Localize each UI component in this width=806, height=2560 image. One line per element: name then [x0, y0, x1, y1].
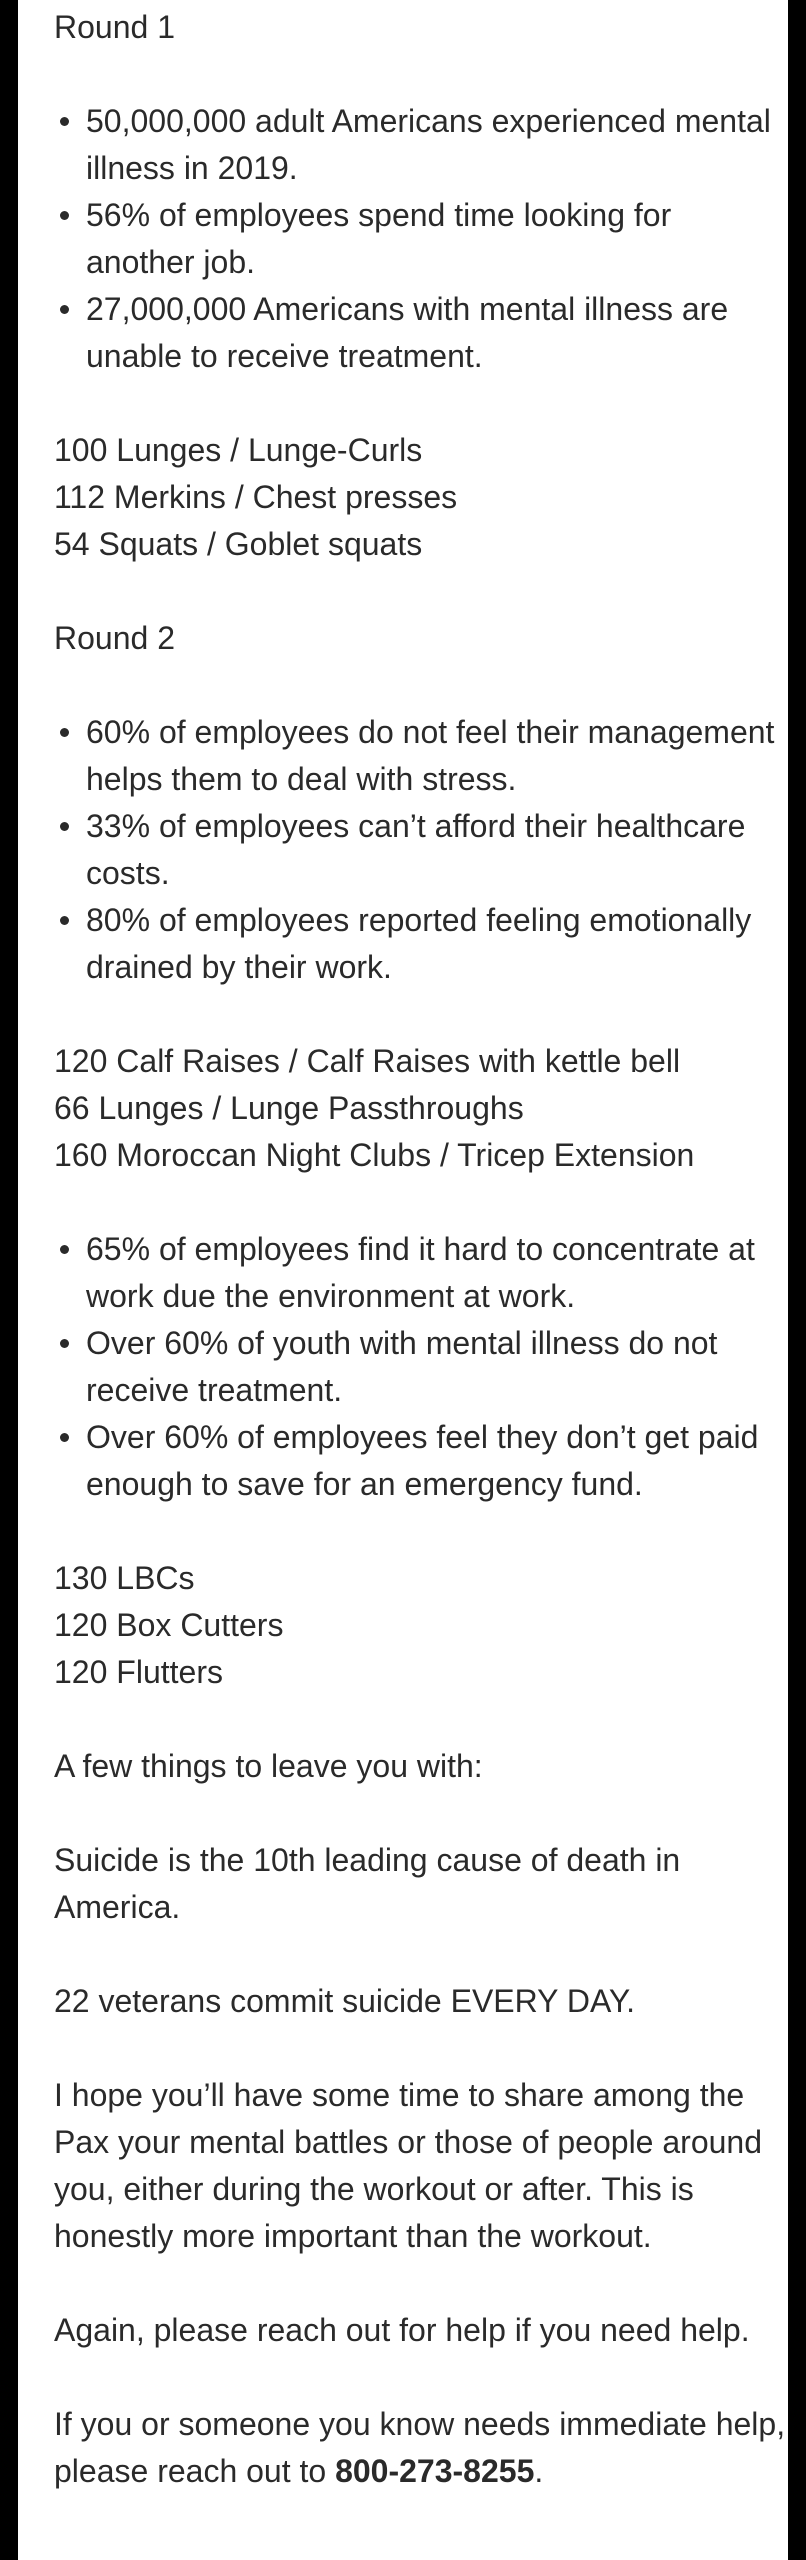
- exercise-line: 120 Box Cutters: [54, 1607, 284, 1643]
- veterans-fact: 22 veterans commit suicide EVERY DAY.: [54, 1983, 636, 2019]
- list-item: 60% of employees do not feel their management helps them to deal with stress.: [54, 709, 788, 803]
- exercise-line: 100 Lunges / Lunge-Curls: [54, 432, 423, 468]
- round-2-facts-list: [54, 709, 788, 991]
- help-line-text: If you or someone you know needs immediate help, please reach out to: [54, 2406, 786, 2489]
- exercise-line: 160 Moroccan Night Clubs / Tricep Extension: [54, 1137, 695, 1173]
- round-1-heading: Round 1: [54, 9, 175, 45]
- help-line-end: .: [534, 2453, 544, 2489]
- article-body: [18, 0, 788, 2560]
- exercise-line: 54 Squats / Goblet squats: [54, 526, 423, 562]
- round-2-heading: Round 2: [54, 620, 175, 656]
- round-2-exercises: [54, 1038, 788, 1179]
- round-1-exercises: [54, 427, 788, 568]
- reach-out-note: Again, please reach out for help if you need help.: [54, 2312, 750, 2348]
- exercise-line: 120 Flutters: [54, 1654, 223, 1690]
- list-item: 56% of employees spend time looking for another job.: [54, 192, 788, 286]
- closing-intro: A few things to leave you with:: [54, 1748, 483, 1784]
- exercise-line: 66 Lunges / Lunge Passthroughs: [54, 1090, 524, 1126]
- list-item: Over 60% of youth with mental illness do not receive treatment.: [54, 1320, 788, 1414]
- list-item: 80% of employees reported feeling emotionally drained by their work.: [54, 897, 788, 991]
- help-phone-number[interactable]: 800-273-8255: [335, 2453, 535, 2489]
- exercise-line: 130 LBCs: [54, 1560, 195, 1596]
- share-note: I hope you’ll have some time to share among the Pax your mental battles or those of people around you, either during the workout or after. This is honestly more important than the workout.: [54, 2077, 762, 2254]
- list-item: 33% of employees can’t afford their healthcare costs.: [54, 803, 788, 897]
- suicide-fact: Suicide is the 10th leading cause of death in America.: [54, 1842, 681, 1925]
- help-line-paragraph: [54, 2401, 788, 2495]
- exercise-line: 112 Merkins / Chest presses: [54, 479, 458, 515]
- list-item: 27,000,000 Americans with mental illness are unable to receive treatment.: [54, 286, 788, 380]
- list-item: 50,000,000 adult Americans experienced mental illness in 2019.: [54, 98, 788, 192]
- round-1-facts-list: [54, 98, 788, 380]
- exercise-line: 120 Calf Raises / Calf Raises with kettle bell: [54, 1043, 681, 1079]
- list-item: Over 60% of employees feel they don’t get paid enough to save for an emergency fund.: [54, 1414, 788, 1508]
- round-3-facts-list: [54, 1226, 788, 1508]
- round-3-exercises: [54, 1555, 788, 1696]
- list-item: 65% of employees find it hard to concentrate at work due the environment at work.: [54, 1226, 788, 1320]
